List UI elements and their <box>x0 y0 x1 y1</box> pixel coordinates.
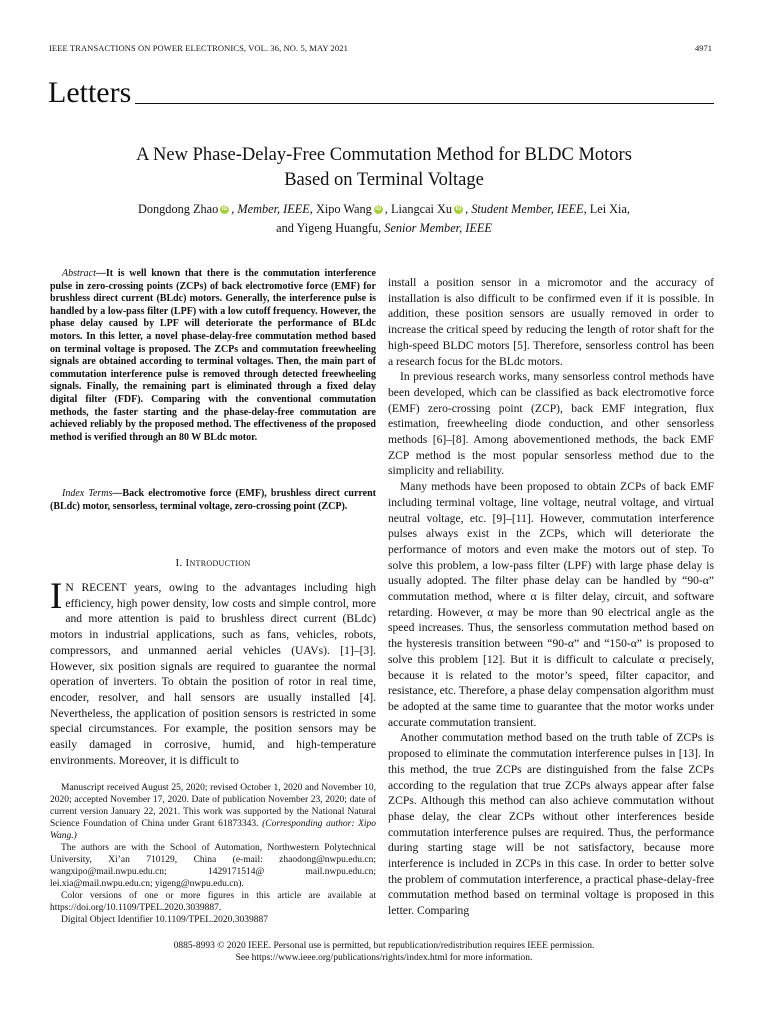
abstract <box>50 268 376 444</box>
author-separator: , <box>309 202 316 216</box>
title-line-1: A New Phase-Delay-Free Commutation Method for BLDC Motors <box>136 145 632 165</box>
copyright-rights-link[interactable]: See https://www.ieee.org/publications/rights/index.html for more information. <box>235 953 533 964</box>
running-header-journal: IEEE TRANSACTIONS ON POWER ELECTRONICS, VOL. 36, NO. 5, MAY 2021 <box>49 43 348 53</box>
left-column <box>50 576 376 768</box>
author-membership: , Member, IEEE <box>231 202 310 216</box>
abstract-text: —It is well known that there is the commutation interference pulse in zero-crossing points (ZCPs) of back electromotive force (EMF) for brushless direct current (BLdc) motors. Generally, the interference pulse is handled by a low-pass filter (LPF) with a low cutoff frequency. However, the phase delay caused by LPF will deteriorate the performance of BLdc motors. In this letter, a novel phase-delay-free commutation method based on terminal voltage is proposed. The ZCPs and commutation freewheeling signals are obtained according to terminal voltages. Then, the main part of commutation interference pulse is removed through detected freewheeling signals. Finally, the remaining part is eliminated through a fixed delay digital filter (FDF). Comparing with the conventional commutation methods, the faster starting and the phase-delay-free commutation are achieved reliably by the proposed method. The effectiveness of the proposed method is verified through an 80 W BLdc motor. <box>50 268 376 443</box>
author-line-1 <box>60 200 708 219</box>
paper-title <box>60 143 708 193</box>
drop-cap: I <box>50 576 63 617</box>
author-conjunction: and <box>276 221 297 235</box>
footnote-color-versions: Color versions of one or more figures in this article are available at https://doi.org/10.1109/TPEL.2020.3039887. <box>50 891 376 913</box>
author-membership: , Senior Member, IEEE <box>378 221 492 235</box>
running-header-page-number: 4971 <box>695 43 712 53</box>
section-numeral: I. <box>175 557 186 569</box>
author-list <box>60 200 708 238</box>
title-line-2: Based on Terminal Voltage <box>284 170 484 190</box>
right-column <box>388 275 714 919</box>
footnote-manuscript-text: Manuscript received August 25, 2020; revised October 1, 2020 and November 10, 2020; accepted November 17, 2020. Date of publication November 23, 2020; date of current version January 22, 2021. This work was supported by the National Natural Science Foundation of China under Grant 61873343. <box>50 783 376 829</box>
orcid-icon[interactable]: iD <box>455 206 462 212</box>
index-terms-label: Index Terms <box>62 488 113 499</box>
author-name: Lei Xia, <box>589 202 631 216</box>
first-page-footnote <box>50 782 376 926</box>
author-name: Dongdong Zhao <box>137 202 219 216</box>
paragraph <box>50 576 376 768</box>
paragraph-text: N RECENT years, owing to the advantages including high efficiency, high power density, low costs and simple control, more and more attention is paid to brushless direct current (BLdc) motors in industrial applications, such as fans, vehicles, robots, compressors, and unmanned aerial vehicles (UAVs). [1]–[3]. However, six position signals are required to guarantee the normal operation of inverters. To obtain the position of rotor in real time, encoder, resolver, and hall sensors are usually installed [4]. Nevertheless, the application of position sensors is restricted in some special circumstances. For example, the position sensors may be easily damaged in corrosive, humid, and high-temperature environments. Moreover, it is difficult to <box>50 581 376 767</box>
index-terms <box>50 488 376 513</box>
paragraph: Many methods have been proposed to obtain ZCPs of back EMF including terminal voltage, line voltage, neutral voltage, and virtual neutral voltage, etc. [9]–[11]. However, commutation interference pulses always exist in the ZCPs, which will deteriorate the performance of motors and even make the motors out of step. To solve this problem, a low-pass filter (LPF) with large phase delay is usually adopted. The filter phase delay can be handled by “90-α” commutation method, where α is filter delay, circuit, and software retarding. However, α may be more than 90 electrical angle as the speed increases. Thus, the sensorless commutation method based on the hysteresis transition between “90-α” and “150-α” is proposed to solve this problem [12]. But it is difficult to calculate α precisely, because it is related to the motor’s speed, filter capacitor, and resistance, etc. Therefore, a phase delay compensation algorithm must be adopted at the same time to guarantee that the motor works under accurate commutation transient. <box>388 480 714 729</box>
abstract-label: Abstract <box>62 268 96 279</box>
paragraph: Another commutation method based on the truth table of ZCPs is proposed to eliminate the commutation interference pulses in [13]. In this method, the true ZCPs are distinguished from the false ZCPs according to the regulation that true ZCPs always appear after false ZCPs. Although this method can also achieve commutation without phase delay, the clear ZCPs without other interferences beside commutation interference pulses are required. Thus, the performance during starting stage will be not satisfactory, because more interference is included in ZCPs in this case. In order to better solve the problem of commutation interference, a practical phase-delay-free commutation method based on terminal voltage is proposed in this letter. Comparing <box>388 731 714 918</box>
copyright-line-1: 0885-8993 © 2020 IEEE. Personal use is permitted, but republication/redistribution requires IEEE permission. <box>173 941 595 951</box>
author-line-2 <box>60 219 708 238</box>
author-name: Xipo Wang <box>315 202 372 216</box>
footnote-doi: Digital Object Identifier 10.1109/TPEL.2020.3039887 <box>61 915 269 925</box>
corresponding-author: (Corresponding author: Xipo Wang.) <box>50 819 377 841</box>
section-rule <box>135 103 714 104</box>
orcid-icon[interactable]: iD <box>221 206 228 212</box>
author-membership: , Student Member, IEEE <box>465 202 584 216</box>
author-separator: , <box>384 202 391 216</box>
footnote-manuscript <box>50 782 376 842</box>
index-terms-text: —Back electromotive force (EMF), brushless direct current (BLdc) motor, sensorless, terminal voltage, zero-crossing point (ZCP). <box>50 488 376 512</box>
section-heading-text: Introduction <box>185 557 251 569</box>
orcid-icon[interactable]: iD <box>375 206 382 212</box>
copyright-notice <box>60 940 708 964</box>
paragraph: In previous research works, many sensorless control methods have been developed, which can be classified as back electromotive force (EMF) zero-crossing point (ZCP), back EMF integration, flux estimation, freewheeling diode conduction, and other sensorless methods [6]–[8]. Among abovementioned methods, the back EMF ZCP method is the most popular sensorless method due to the simplicity and reliability. <box>388 370 714 478</box>
paragraph: install a position sensor in a micromotor and the accuracy of installation is also difficult to be confirmed even if it is possible. In addition, these position sensors are usually removed in order to increase the critical speed by reducing the length of rotor shaft for the high-speed BLDC motors [5]. Therefore, sensorless control has been a research focus for the BLdc motors. <box>388 276 714 368</box>
section-heading-introduction <box>50 557 376 569</box>
footnote-affiliation: The authors are with the School of Automation, Northwestern Polytechnical University, Xi’an 710129, China (e-mail: zhaodong@nwpu.edu.cn; wangxipo@mail.nwpu.edu.cn; 1429171514@ mail.nwpu.edu.cn; lei.xia@mail.nwpu.edu.cn; yigeng@nwpu.edu.cn). <box>50 843 376 889</box>
author-name: Yigeng Huangfu <box>296 221 379 235</box>
author-separator: , <box>583 202 590 216</box>
section-label: Letters <box>48 76 132 109</box>
author-name: Liangcai Xu <box>390 202 453 216</box>
